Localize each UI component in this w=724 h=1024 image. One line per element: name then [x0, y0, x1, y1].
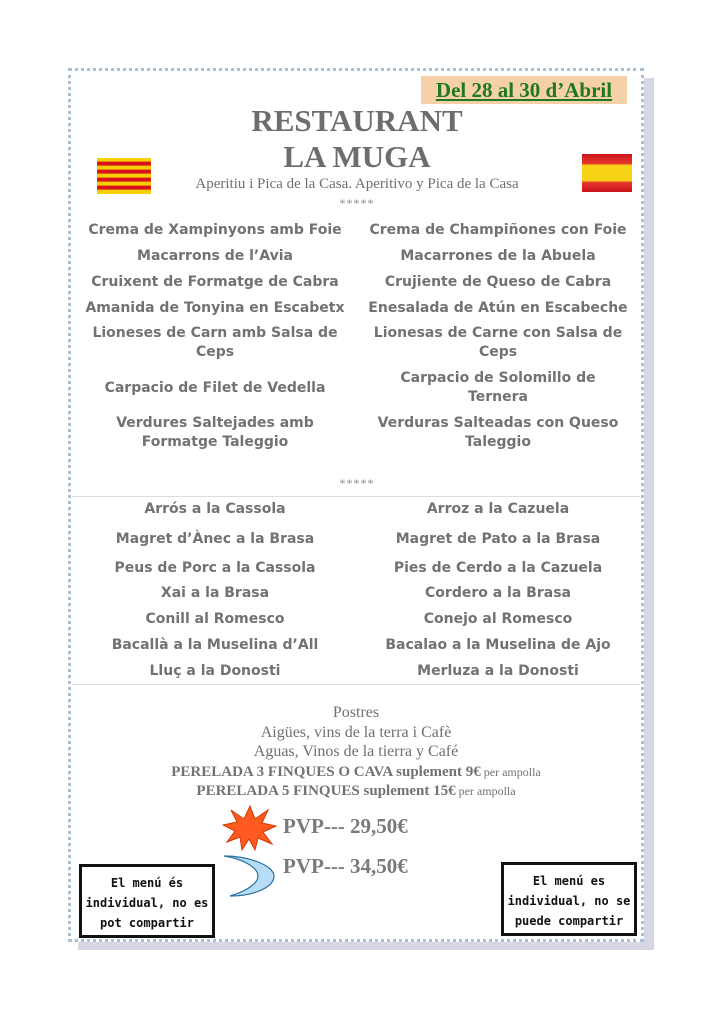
note-not-shareable-ca [79, 864, 215, 938]
note-not-shareable-es [501, 862, 637, 936]
price-lunch: PVP--- 29,50€ [283, 814, 408, 838]
wine-supplement-1-unit: per ampolla [480, 765, 541, 779]
main-ca-2: Magret d’Ànec a la Brasa [115, 531, 315, 547]
main-ca-1: Arrós a la Cassola [144, 501, 286, 517]
starter-es-2: Macarrones de la Abuela [400, 248, 596, 264]
main-es-7: Merluza a la Donosti [417, 663, 579, 679]
starter-es-7: Verduras Salteadas con Queso Taleggio [377, 415, 619, 450]
starter-es-6: Carpacio de Solomillo de Ternera [400, 370, 596, 405]
starter-ca-2: Macarrons de l’Avia [137, 248, 293, 264]
restaurant-title: RESTAURANT [251, 103, 463, 138]
starter-ca-6: Carpacio de Filet de Vedella [104, 380, 326, 396]
main-ca-6: Bacallà a la Muselina d’All [111, 637, 319, 653]
separator-stars: ***** [339, 196, 375, 210]
crescent-moon-icon [220, 854, 278, 898]
starter-es-5: Lionesas de Carne con Salsa de Ceps [373, 325, 623, 360]
main-ca-5: Conill al Romesco [145, 611, 285, 627]
divider-2 [72, 684, 640, 685]
note-es-line-2: individual, no se [507, 894, 631, 908]
starter-ca-5: Lioneses de Carn amb Salsa de Ceps [92, 325, 338, 360]
main-es-4: Cordero a la Brasa [425, 585, 571, 601]
drinks-ca: Aigües, vins de la terra i Cafè [260, 724, 452, 741]
wine-supplement-2-text: PERELADA 5 FINQUES suplement 15€ [196, 783, 456, 799]
note-ca-line-2: individual, no es [85, 896, 209, 910]
wine-supplement-2 [72, 782, 640, 801]
main-ca-7: Lluç a la Donosti [149, 663, 281, 679]
divider-1 [72, 496, 640, 497]
drinks-es: Aguas, Vinos de la tierra y Café [253, 743, 459, 760]
starter-ca-4: Amanida de Tonyina en Escabetx [85, 300, 345, 316]
main-es-1: Arroz a la Cazuela [426, 501, 570, 517]
starter-ca-3: Cruixent de Formatge de Cabra [91, 274, 339, 290]
price-dinner: PVP--- 34,50€ [283, 854, 408, 878]
main-es-3: Pies de Cerdo a la Cazuela [393, 560, 603, 576]
note-es-line-3: puede compartir [514, 914, 624, 928]
main-es-5: Conejo al Romesco [423, 611, 573, 627]
starter-es-1: Crema de Champiñones con Foie [369, 222, 627, 238]
date-banner: Del 28 al 30 d’Abril [421, 76, 627, 104]
note-es-line-1: El menú es [532, 874, 606, 888]
starter-es-4: Enesalada de Atún en Escabeche [368, 300, 628, 316]
subtitle: Aperitiu i Pica de la Casa. Aperitivo y Pica de la Casa [195, 176, 519, 192]
spanish-flag-icon [582, 154, 632, 192]
restaurant-name: LA MUGA [283, 139, 431, 174]
starter-es-3: Crujiente de Queso de Cabra [384, 274, 612, 290]
main-es-6: Bacalao a la Muselina de Ajo [385, 637, 611, 653]
note-ca-line-1: El menú és [110, 876, 184, 890]
note-ca-line-3: pot compartir [100, 916, 194, 930]
starter-ca-7: Verdures Saltejades amb Formatge Taleggio [116, 415, 314, 450]
main-ca-4: Xai a la Brasa [160, 585, 270, 601]
desserts-label: Postres [332, 704, 380, 721]
starter-ca-1: Crema de Xampinyons amb Foie [88, 222, 342, 238]
main-ca-3: Peus de Porc a la Cassola [114, 560, 316, 576]
sun-star-icon [222, 804, 278, 852]
wine-supplement-2-unit: per ampolla [455, 784, 516, 798]
catalan-flag-icon [97, 158, 151, 194]
separator-stars-2: ***** [339, 476, 375, 490]
main-es-2: Magret de Pato a la Brasa [395, 531, 601, 547]
wine-supplement-1-text: PERELADA 3 FINQUES O CAVA suplement 9€ [171, 764, 481, 780]
wine-supplement-1 [72, 763, 640, 782]
